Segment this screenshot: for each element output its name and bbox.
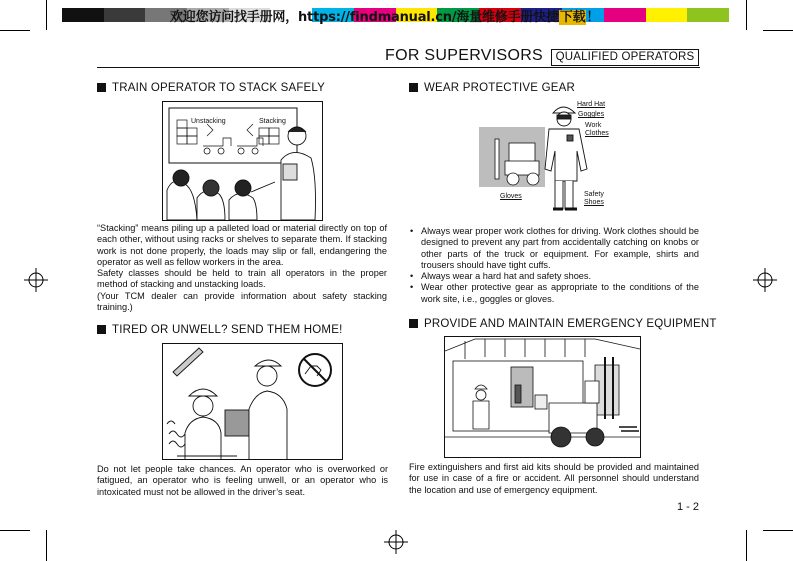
heading-emergency-equipment: PROVIDE AND MAINTAIN EMERGENCY EQUIPMENT [409,318,717,330]
color-swatch [104,8,146,22]
crop-mark [0,530,30,531]
tired-operator-drawing [163,344,342,459]
color-swatch [646,8,688,22]
paragraph: Safety classes should be held to train all operators in the proper method of stacking and unstacking loads. [97,268,387,290]
stacking-description [97,223,387,313]
tired-description: Do not let people take chances. An operator who is overworked or fatigued, an operator who is feeling unwell, or an operator who is intoxicated must not be allowed in the driver’s seat. [97,464,388,497]
bullet-square-icon [409,319,418,328]
stacking-training-drawing [163,102,322,220]
crop-mark [763,30,793,31]
registration-target-icon [753,268,777,292]
crop-mark [746,530,747,561]
download-banner[interactable] [170,6,599,25]
fig-label-shoes: Shoes [584,199,604,206]
fig-label-stacking: Stacking [259,118,286,125]
emergency-equipment-illustration [444,336,641,458]
emergency-equipment-drawing [445,337,640,457]
fig-label-hard-hat: Hard Hat [577,101,606,108]
heading-tired-unwell: TIRED OR UNWELL? SEND THEM HOME! [97,324,342,336]
fig-label-gloves: Gloves [500,193,522,200]
fig-label-goggles: Goggles [578,111,605,118]
header-rule [97,67,700,68]
crop-mark [763,530,793,531]
banner-text: 欢迎您访问找手册网，https://findmanual.cn/海量维修手册快捷 [170,10,559,25]
tired-operator-illustration [162,343,343,460]
crop-mark [746,0,747,30]
protective-gear-illustration [469,99,638,220]
crop-mark [0,30,30,31]
page-number: 1 - 2 [677,501,700,513]
fig-label-unstacking: Unstacking [191,118,226,125]
page-title: FOR SUPERVISORS [385,47,544,64]
stacking-illustration [162,101,323,221]
paragraph: “Stacking” means piling up a palleted load or material directly on top of each other, without using racks or shelves to separate them. If stacking work is not done properly, the loads may slip or fall, endangering the operator as well as fellow workers in the area. [97,223,387,267]
qualified-operators-label: QUALIFIED OPERATORS [551,49,699,66]
bullet-square-icon [97,83,106,92]
banner-exclaim: ！ [586,10,600,25]
color-swatch [62,8,104,22]
list-item: • Always wear a hard hat and safety shoes. [409,271,699,282]
crop-mark [46,0,47,30]
protective-gear-drawing [469,99,638,220]
gear-bullet-list [409,226,699,305]
paragraph: (Your TCM dealer can provide information about safety stacking training.) [97,290,387,313]
fig-label-clothes: Clothes [585,130,609,137]
banner-download-label[interactable]: 下载 [559,10,586,25]
color-swatch [687,8,729,22]
registration-target-icon [24,268,48,292]
heading-train-operator: TRAIN OPERATOR TO STACK SAFELY [97,82,325,94]
registration-target-icon [384,530,408,554]
heading-protective-gear: WEAR PROTECTIVE GEAR [409,82,575,94]
list-item: • Wear other protective gear as appropriate to the conditions of the work site, i.e., goggles or gloves. [409,282,699,305]
bullet-square-icon [409,83,418,92]
color-swatch [604,8,646,22]
list-item: • Always wear proper work clothes for driving. Work clothes should be designed to prevent any part from accidentally catching on knobs or other parts of the truck or equipment. For example, shirts and trousers should have tight cuffs. [409,226,699,271]
bullet-square-icon [97,325,106,334]
emergency-description: Fire extinguishers and first aid kits should be provided and maintained for use in case of a fire or accident. All personnel should understand the location and use of emergency equipment. [409,462,699,495]
fig-label-work: Work [585,122,602,129]
crop-mark [46,530,47,561]
fig-label-safety: Safety [584,191,604,198]
